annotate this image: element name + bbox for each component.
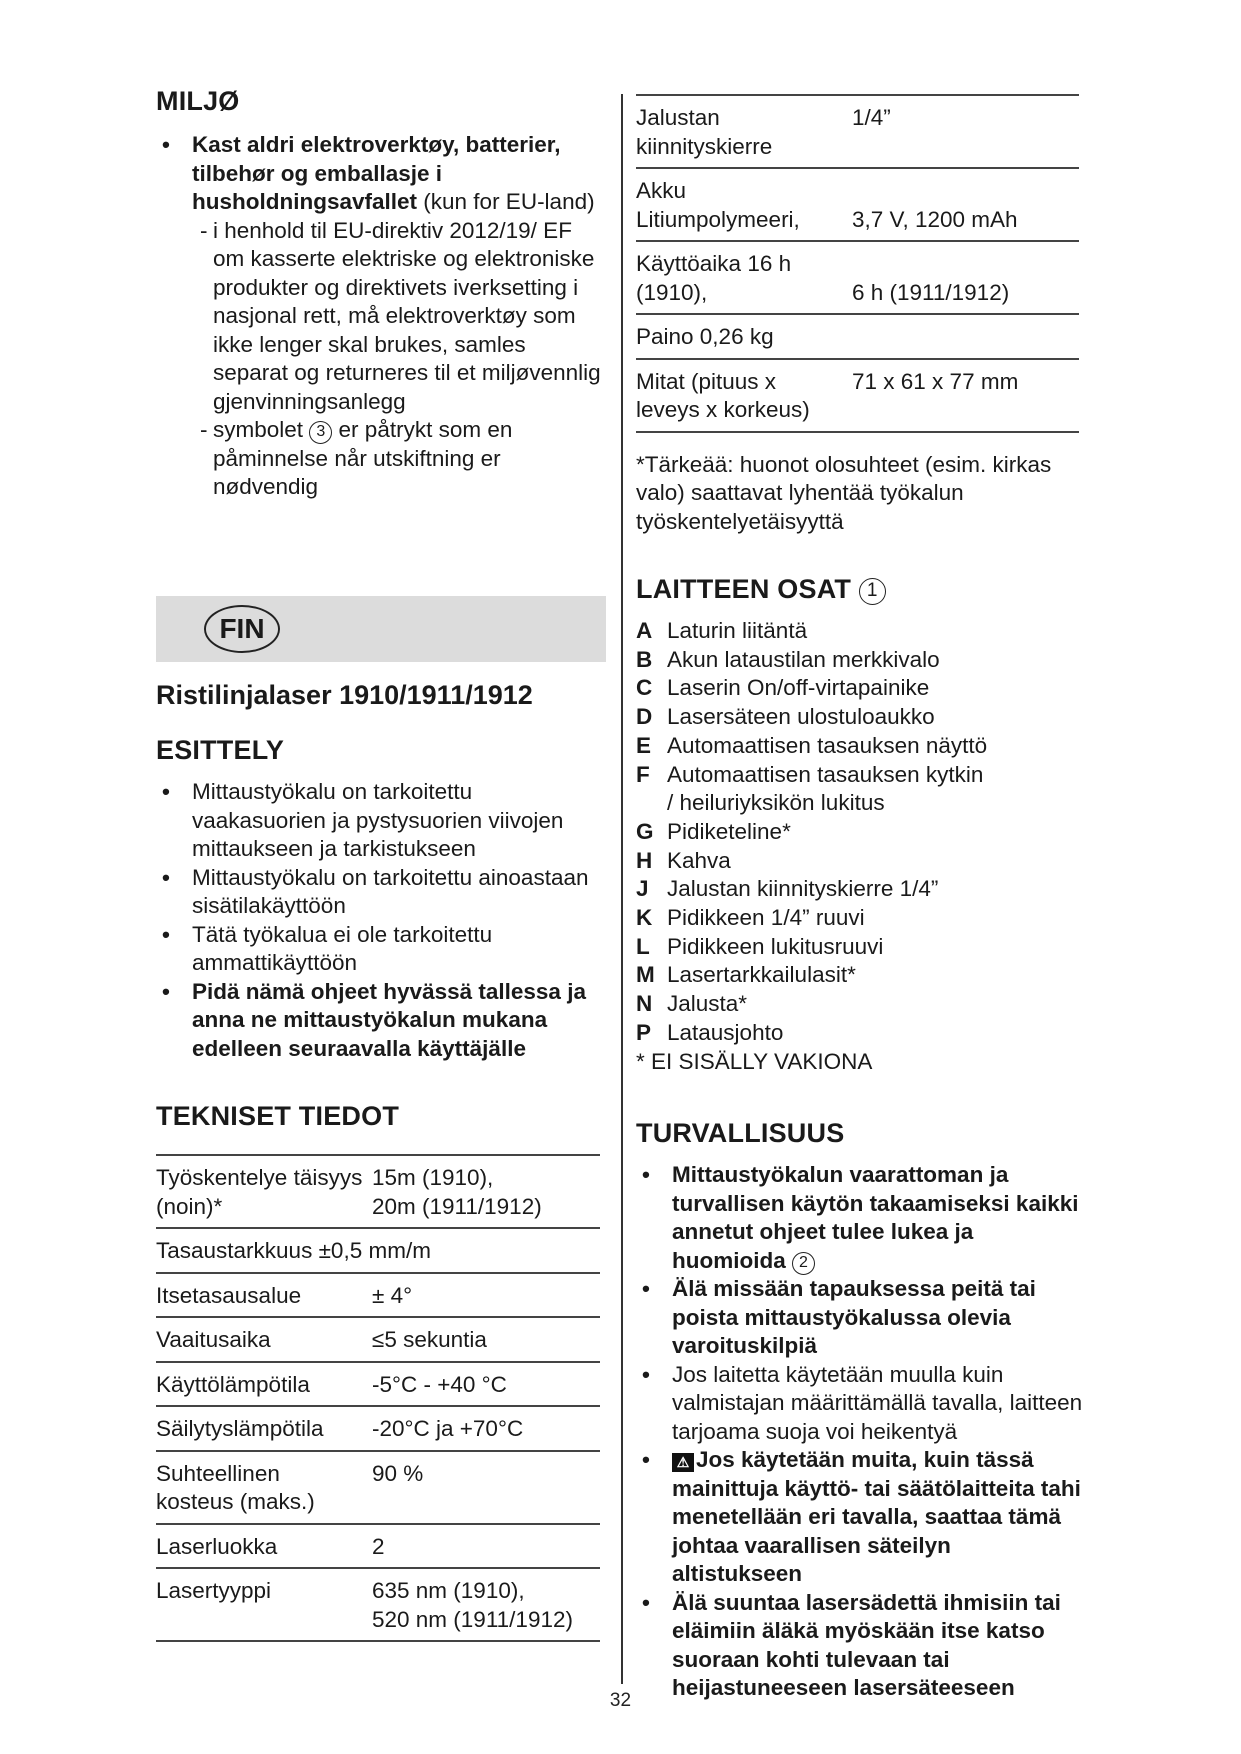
part-label: Jalustan kiinnityskierre 1/4” (667, 876, 939, 902)
part-letter: E (636, 732, 652, 758)
table-row (156, 1568, 600, 1641)
list-item (636, 990, 1086, 1019)
table-row (156, 1155, 600, 1228)
list-item (636, 818, 1086, 847)
list-item: • Kast aldri elektroverktøy, batterier, tilbehør og emballasje i husholdningsavfallet (kun for EU-land) (162, 132, 595, 214)
part-label: Pidikkeen lukitusruuvi (667, 933, 884, 959)
list-item (636, 904, 1086, 933)
part-letter: K (636, 905, 653, 931)
page-number: 32 (609, 1690, 632, 1711)
product-title: Ristilinjalaser 1910/1911/1912 (156, 680, 533, 710)
list-item: • Tätä työkalua ei ole tarkoitettu ammattikäyttöön (162, 921, 493, 975)
part-label: Pidiketeline* (667, 818, 791, 844)
tekniset-heading: TEKNISET TIEDOT (156, 1101, 400, 1131)
list-item: • ⚠ Jos käytetään muita, kuin tässä mainittuja käyttö- tai säätölaitteita tahi menetellään eri tavalla, saattaa tämä johtaa vaarallisen säteilyn altistukseen (642, 1447, 1081, 1587)
parts-list (636, 617, 1086, 1048)
spec-value: 635 nm (1910), 520 nm (1911/1912) (372, 1578, 573, 1632)
miljo-heading: MILJØ (156, 86, 240, 116)
miljo-sub-2: - symbolet 3 er påtrykt som en påminnelse når utskiftning er nødvendig (200, 417, 513, 499)
list-item (636, 732, 1086, 761)
spec-label: Mitat (pituus x leveys x korkeus) (636, 368, 810, 422)
table-row (156, 1406, 600, 1451)
column-divider (621, 94, 623, 1684)
table-row (156, 1451, 600, 1524)
part-letter: D (636, 704, 653, 730)
part-label: Laturin liitäntä (667, 618, 808, 643)
spec-table-continued (636, 94, 1079, 433)
list-item (636, 933, 1086, 962)
spec-value: ± 4° (372, 1282, 413, 1308)
spec-value: 15m (1910), 20m (1911/1912) (372, 1165, 542, 1219)
miljo-sub-2-after: er påtrykt som en påminnelse når utskiftning er nødvendig (213, 417, 513, 499)
part-letter: F (636, 761, 650, 787)
esittely-item-2: Mittaustyökalu on tarkoitettu ainoastaan sisätilakäyttöön (192, 864, 589, 918)
part-label: Lasersäteen ulostuloaukko (667, 704, 935, 730)
esittely-item-4: Pidä nämä ohjeet hyvässä tallessa ja anna ne mittaustyökalun mukana edelleen seuraavalla käyttäjälle (192, 978, 586, 1061)
part-label: Laserin On/off-virtapainike (667, 675, 930, 701)
list-item (636, 761, 1086, 818)
part-letter: G (636, 818, 654, 844)
warning-icon: ⚠ (672, 1453, 694, 1472)
osat-heading-text: LAITTEEN OSAT (636, 574, 852, 604)
part-label: Pidikkeen 1/4” ruuvi (667, 905, 865, 931)
table-row (156, 1524, 600, 1569)
part-letter: M (636, 962, 655, 988)
spec-value: 2 (372, 1533, 385, 1559)
part-label: Akun lataustilan merkkivalo (667, 646, 940, 672)
spec-value: 6 h (1911/1912) (852, 279, 1010, 305)
left-column-lower (156, 680, 606, 1642)
table-row (636, 95, 1079, 168)
part-letter: L (636, 933, 650, 959)
esittely-list (156, 778, 606, 1063)
part-label: Latausjohto (667, 1019, 784, 1045)
spec-label: Käyttölämpötila (156, 1371, 310, 1397)
miljo-bullet-bold: Kast aldri elektroverktøy, batterier, tilbehør og emballasje i husholdningsavfallet (192, 132, 561, 214)
language-banner (156, 596, 606, 662)
list-item (636, 847, 1086, 876)
part-letter: B (636, 646, 653, 672)
esittely-item-1: Mittaustyökalu on tarkoitettu vaakasuorien ja pystysuorien viivojen mittaukseen ja tarkistukseen (192, 779, 564, 861)
list-item: • Mittaustyökalu on tarkoitettu vaakasuorien ja pystysuorien viivojen mittaukseen ja tarkistukseen (162, 779, 564, 861)
list-item (636, 646, 1086, 675)
spec-label: Laserluokka (156, 1533, 278, 1559)
spec-value: 3,7 V, 1200 mAh (852, 206, 1018, 232)
spec-label: Vaaitusaika (156, 1327, 271, 1352)
part-letter: H (636, 847, 653, 873)
part-label: Automaattisen tasauksen kytkin / heiluriyksikön lukitus (667, 761, 984, 816)
esittely-heading: ESITTELY (156, 735, 285, 765)
miljo-bullet-rest: (kun for EU-land) (417, 189, 595, 214)
safety-item-5: Älä suuntaa lasersädettä ihmisiin tai eläimiin äläkä myöskään itse katso suoraan kohti tulevaan tai heijastuneeseen lasersäteeseen (672, 1589, 1061, 1701)
spec-label: Akku Litiumpolymeeri, (636, 178, 800, 232)
part-letter: A (636, 618, 653, 643)
miljo-sub-2-before: symbolet (213, 417, 310, 442)
parts-footnote: * EI SISÄLLY VAKIONA (636, 1048, 873, 1074)
list-item (636, 674, 1086, 703)
list-item: • Älä suuntaa lasersädettä ihmisiin tai eläimiin äläkä myöskään itse katso suoraan kohti tulevaan tai heijastuneeseen lasersäteeseen (642, 1589, 1061, 1701)
table-row (636, 314, 1079, 359)
spec-label: Itsetasausalue (156, 1282, 302, 1308)
spec-value: ≤5 sekuntia (372, 1327, 487, 1352)
part-label: Lasertarkkailulasit* (667, 962, 856, 988)
tekniset-table (156, 1154, 600, 1642)
table-row (156, 1317, 600, 1362)
turvallisuus-heading: TURVALLISUUS (636, 1118, 845, 1149)
spec-value: -5°C - +40 °C (372, 1371, 507, 1397)
spec-label: Tasaustarkkuus ±0,5 mm/m (156, 1238, 431, 1263)
spec-value: -20°C ja +70°C (372, 1416, 524, 1441)
table-row (156, 1228, 600, 1273)
list-item: • Jos laitetta käytetään muulla kuin valmistajan määrittämällä tavalla, laitteen tarjoama suoja voi heikentyä (642, 1361, 1083, 1444)
spec-label: Jalustan kiinnityskierre (636, 105, 773, 159)
part-letter: C (636, 675, 653, 701)
spec-label: Paino 0,26 kg (636, 324, 774, 349)
figure-1-icon: 1 (859, 578, 886, 605)
spec-value: 90 % (372, 1460, 424, 1486)
spec-label: Käyttöaika 16 h (1910), (636, 251, 792, 305)
part-label: Automaattisen tasauksen näyttö (667, 732, 988, 758)
range-note: *Tärkeää: huonot olosuhteet (esim. kirkas valo) saattavat lyhentää työkalun työskentelyetäisyyttä (636, 451, 1052, 534)
part-letter: P (636, 1019, 652, 1045)
safety-item-4: Jos käytetään muita, kuin tässä mainittuja käyttö- tai säätölaitteita tahi menetellään eri tavalla, saattaa tämä johtaa vaarallisen säteilyn altistukseen (672, 1447, 1081, 1587)
part-letter: N (636, 991, 653, 1017)
miljo-list (156, 131, 606, 217)
spec-label: Säilytyslämpötila (156, 1416, 324, 1441)
spec-label: Työskentelye täisyys (noin)* (156, 1165, 363, 1219)
safety-item-3: Jos laitetta käytetään muulla kuin valmistajan määrittämällä tavalla, laitteen tarjoama suoja voi heikentyä (672, 1361, 1083, 1444)
symbol-3-icon: 3 (309, 421, 332, 444)
list-item: • Mittaustyökalun vaarattoman ja turvallisen käytön takaamiseksi kaikki annetut ohjeet tulee lukea ja huomioida 2 (642, 1162, 1079, 1273)
table-row (636, 241, 1079, 314)
table-row (156, 1273, 600, 1318)
list-item: • Älä missään tapauksessa peitä tai poista mittaustyökalussa olevia varoituskilpiä (642, 1276, 1036, 1359)
spec-value: 1/4” (852, 105, 891, 130)
figure-2-icon: 2 (792, 1252, 815, 1275)
miljo-sub-1: - i henhold til EU-direktiv 2012/19/ EF om kasserte elektriske og elektroniske produkter og direktivets iverksetting i nasjonal rett, må elektroverktøy som ikke lenger skal brukes, samles separat og returneres til et miljøvennlig gjenvinningsanlegg (156, 217, 606, 417)
table-row (636, 168, 1079, 241)
part-label: Jalusta* (667, 991, 748, 1017)
list-item (636, 703, 1086, 732)
miljo-sub-1-text: i henhold til EU-direktiv 2012/19/ EF om kasserte elektriske og elektroniske produkter og direktivets iverksetting i nasjonal rett, må elektroverktøy som ikke lenger skal brukes, samles separat og returneres til et miljøvennlig gjenvinningsanlegg (213, 217, 601, 414)
language-badge: FIN (204, 605, 280, 653)
list-item (636, 961, 1086, 990)
esittely-item-3: Tätä työkalua ei ole tarkoitettu ammattikäyttöön (192, 921, 493, 975)
table-row (636, 359, 1079, 432)
spec-value: 71 x 61 x 77 mm (852, 368, 1019, 394)
list-item (636, 1019, 1086, 1048)
left-column (156, 86, 606, 502)
part-letter: J (636, 876, 649, 902)
safety-list (636, 1161, 1086, 1703)
list-item (636, 617, 1086, 646)
list-item: • Mittaustyökalu on tarkoitettu ainoastaan sisätilakäyttöön (162, 864, 589, 918)
list-item (636, 875, 1086, 904)
table-row (156, 1362, 600, 1407)
right-column (636, 94, 1086, 1703)
spec-label: Lasertyyppi (156, 1578, 272, 1603)
spec-label: Suhteellinen kosteus (maks.) (156, 1460, 315, 1514)
safety-item-1: Mittaustyökalun vaarattoman ja turvallisen käytön takaamiseksi kaikki annetut ohjeet tulee lukea ja huomioida (672, 1162, 1079, 1273)
safety-item-2: Älä missään tapauksessa peitä tai poista mittaustyökalussa olevia varoituskilpiä (672, 1276, 1036, 1359)
list-item: • Pidä nämä ohjeet hyvässä tallessa ja anna ne mittaustyökalun mukana edelleen seuraavalla käyttäjälle (162, 978, 586, 1061)
part-label: Kahva (667, 847, 731, 873)
osat-heading (636, 574, 1086, 605)
